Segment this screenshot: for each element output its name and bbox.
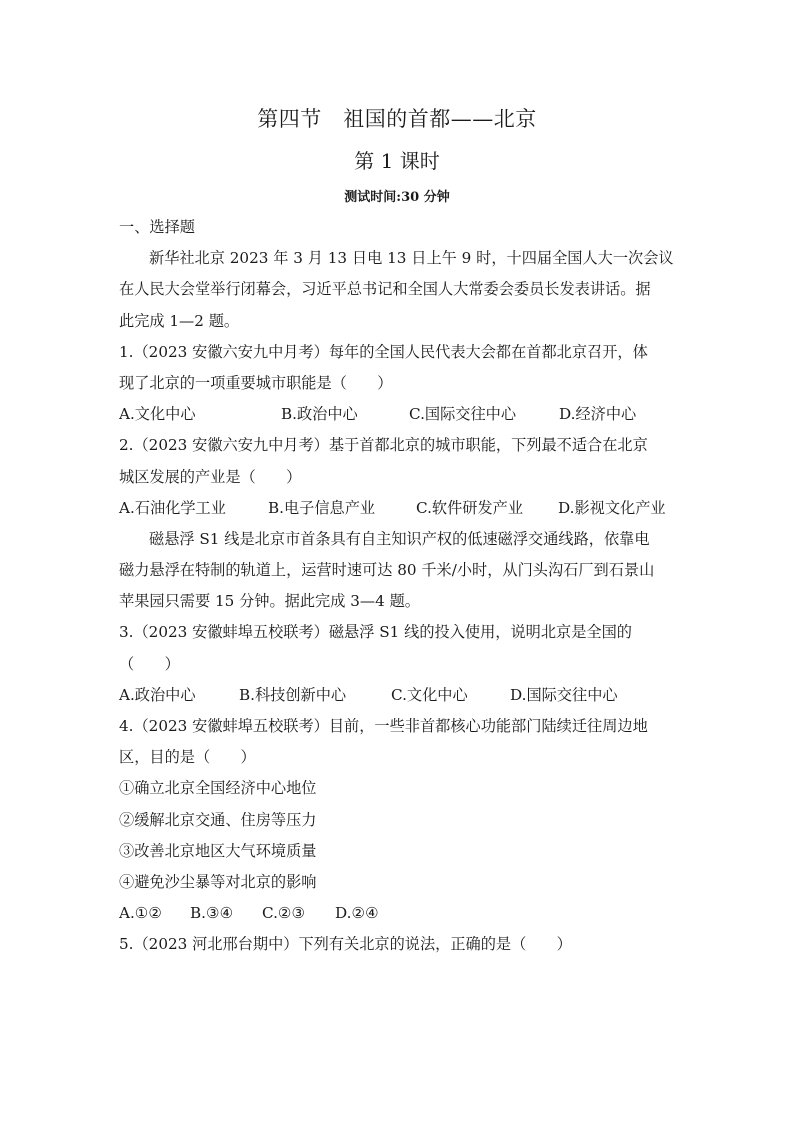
q2-stem-line: 2.（2023 安徽六安九中月考）基于首都北京的城市职能，下列最不适合在北京	[119, 436, 648, 455]
q1-options	[119, 399, 679, 430]
passage1-line: 新华社北京 2023 年 3 月 13 日电 13 日上午 9 时，十四届全国人大一次会议	[149, 249, 674, 268]
q4-options	[119, 898, 679, 929]
question-content	[119, 212, 679, 961]
q1-stem-line: 现了北京的一项重要城市职能是（ ）	[119, 373, 393, 392]
q2-option-b: B.电子信息产业	[268, 498, 376, 517]
q1-stem-line: 1.（2023 安徽六安九中月考）每年的全国人民代表大会都在首都北京召开，体	[119, 342, 648, 361]
q4-option-a: A.①②	[119, 904, 163, 923]
q1-option-b: B.政治中心	[281, 405, 358, 424]
q4-option-d: D.②④	[335, 904, 379, 923]
q2-stem-line: 城区发展的产业是（ ）	[119, 467, 302, 486]
q4-statement: ②缓解北京交通、住房等压力	[119, 810, 317, 829]
passage2-line: 磁悬浮 S1 线是北京市首条具有自主知识产权的低速磁浮交通线路，依靠电	[149, 529, 650, 548]
q4-statement: ④避免沙尘暴等对北京的影响	[119, 872, 317, 891]
q3-option-a: A.政治中心	[119, 685, 196, 704]
q1-option-d: D.经济中心	[559, 405, 637, 424]
test-time: 测试时间:30 分钟	[344, 190, 450, 205]
q4-stem-line: 4.（2023 安徽蚌埠五校联考）目前，一些非首都核心功能部门陆续迁往周边地	[119, 717, 648, 735]
q4-option-b: B.③④	[190, 904, 234, 923]
q3-option-b: B.科技创新中心	[239, 685, 347, 704]
q2-option-a: A.石油化学工业	[119, 498, 226, 517]
section-heading: 一、选择题	[119, 218, 195, 236]
q4-stem-line: 区，目的是（ ）	[119, 748, 256, 767]
q3-stem-line: （ ）	[119, 654, 180, 673]
q5-stem-line: 5.（2023 河北邢台期中）下列有关北京的说法，正确的是（ ）	[119, 935, 572, 954]
q2-option-c: C.软件研发产业	[416, 498, 524, 517]
q4-statement: ①确立北京全国经济中心地位	[119, 779, 317, 798]
page-title: 第四节 祖国的首都——北京	[257, 107, 537, 131]
passage2-line: 磁力悬浮在特制的轨道上，运营时速可达 80 千米/小时，从门头沟石厂到石景山	[119, 561, 655, 580]
q2-options	[119, 493, 679, 524]
q1-option-a: A.文化中心	[119, 405, 196, 424]
q1-option-c: C.国际交往中心	[409, 405, 517, 424]
passage2-line: 苹果园只需要 15 分钟。据此完成 3—4 题。	[119, 592, 420, 611]
q4-statement: ③改善北京地区大气环境质量	[119, 841, 317, 860]
q3-option-c: C.文化中心	[391, 685, 468, 704]
q2-option-d: D.影视文化产业	[558, 498, 666, 517]
passage1-line: 在人民大会堂举行闭幕会，习近平总书记和全国人大常委会委员长发表讲话。据	[119, 280, 651, 299]
q3-option-d: D.国际交往中心	[510, 685, 618, 704]
q3-stem-line: 3.（2023 安徽蚌埠五校联考）磁悬浮 S1 线的投入使用，说明北京是全国的	[119, 623, 632, 642]
q4-option-c: C.②③	[262, 904, 306, 923]
passage1-line: 此完成 1—2 题。	[119, 311, 240, 330]
q3-options	[119, 680, 679, 711]
lesson-subtitle: 第 1 课时	[354, 149, 440, 173]
